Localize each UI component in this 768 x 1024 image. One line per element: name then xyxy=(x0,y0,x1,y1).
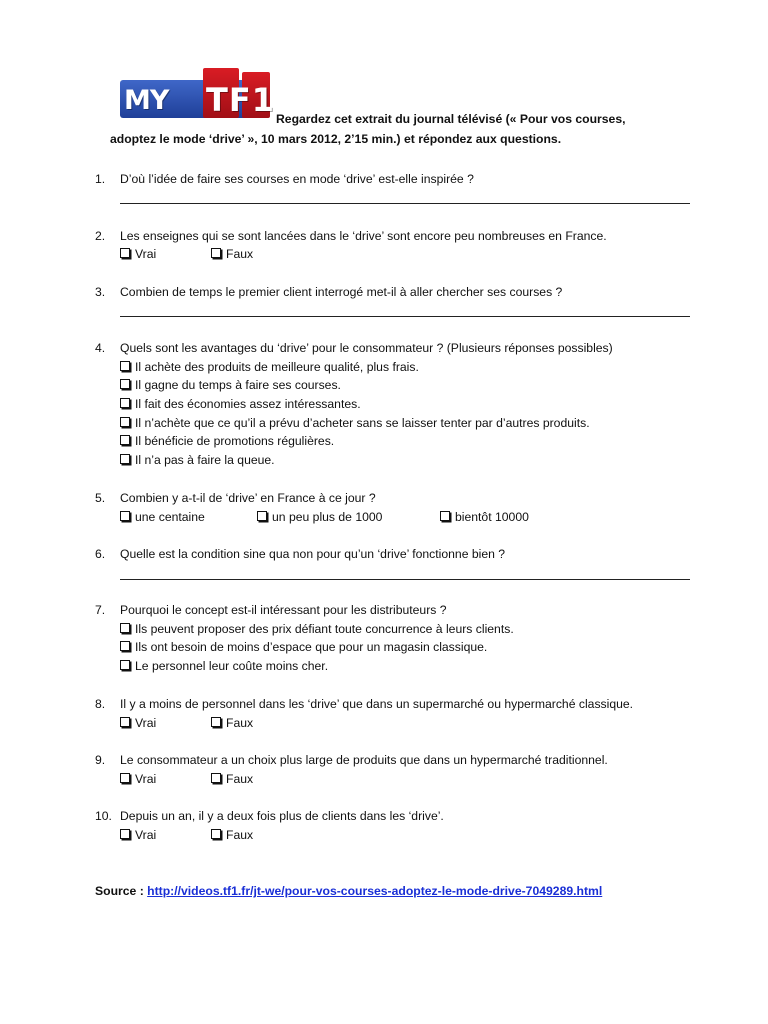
option-label: Faux xyxy=(226,772,254,786)
mytf1-logo xyxy=(120,68,275,122)
question-text: Quels sont les avantages du ‘drive’ pour le consommateur ? (Plusieurs réponses possibles) xyxy=(120,341,613,355)
checkbox-icon[interactable] xyxy=(211,773,221,783)
question-text: Combien de temps le premier client interrogé met-il à aller chercher ses courses ? xyxy=(120,285,563,299)
question-number: 6. xyxy=(95,547,106,561)
question-text: Combien y a-t-il de ‘drive’ en France à ce jour ? xyxy=(120,491,376,505)
option[interactable] xyxy=(120,416,590,430)
checkbox-icon[interactable] xyxy=(120,623,130,633)
checkbox-icon[interactable] xyxy=(120,248,130,258)
checkbox-icon[interactable] xyxy=(120,773,130,783)
checkbox-icon[interactable] xyxy=(120,829,130,839)
source-link[interactable]: http://videos.tf1.fr/jt-we/pour-vos-courses-adoptez-le-mode-drive-7049289.html xyxy=(147,884,603,898)
checkbox-icon[interactable] xyxy=(120,454,130,464)
question-number: 4. xyxy=(95,341,106,355)
checkbox-icon[interactable] xyxy=(120,398,130,408)
option-label: bientôt 10000 xyxy=(455,510,529,524)
option[interactable] xyxy=(440,510,529,524)
option[interactable] xyxy=(120,434,334,448)
answer-line[interactable] xyxy=(120,203,690,204)
checkbox-icon[interactable] xyxy=(120,511,130,521)
option-label: Vrai xyxy=(135,247,157,261)
question-number: 1. xyxy=(95,172,106,186)
question-number: 7. xyxy=(95,603,106,617)
checkbox-icon[interactable] xyxy=(257,511,267,521)
option[interactable] xyxy=(120,640,487,654)
checkbox-icon[interactable] xyxy=(211,829,221,839)
checkbox-icon[interactable] xyxy=(440,511,450,521)
question-number: 5. xyxy=(95,491,106,505)
option-faux[interactable] xyxy=(211,247,253,261)
question-text: Le consommateur a un choix plus large de produits que dans un hypermarché traditionnel. xyxy=(120,753,608,767)
question-number: 2. xyxy=(95,229,106,243)
instructions-line-1: Regardez cet extrait du journal télévisé (« Pour vos courses, xyxy=(276,112,626,126)
question-text: Il y a moins de personnel dans les ‘drive’ que dans un supermarché ou hypermarché classique. xyxy=(120,697,634,711)
checkbox-icon[interactable] xyxy=(211,248,221,258)
option-label: Le personnel leur coûte moins cher. xyxy=(135,659,329,673)
question-number: 9. xyxy=(95,753,106,767)
option-label: Faux xyxy=(226,716,254,730)
answer-line[interactable] xyxy=(120,579,690,580)
option-label: Ils ont besoin de moins d’espace que pour un magasin classique. xyxy=(135,640,488,654)
option-label: Vrai xyxy=(135,716,157,730)
checkbox-icon[interactable] xyxy=(120,435,130,445)
option-label: Vrai xyxy=(135,828,157,842)
option[interactable] xyxy=(120,622,514,636)
checkbox-icon[interactable] xyxy=(211,717,221,727)
question-number: 8. xyxy=(95,697,106,711)
option[interactable] xyxy=(257,510,382,524)
option-label: Il achète des produits de meilleure qualité, plus frais. xyxy=(135,360,419,374)
option[interactable] xyxy=(120,360,419,374)
question-text: Quelle est la condition sine qua non pour qu’un ‘drive’ fonctionne bien ? xyxy=(120,547,506,561)
source-line xyxy=(95,884,602,898)
option-vrai[interactable] xyxy=(120,828,156,842)
option-label: Il n’a pas à faire la queue. xyxy=(135,453,275,467)
instructions-line-2: adoptez le mode ‘drive’ », 10 mars 2012, 2’15 min.) et répondez aux questions. xyxy=(110,132,562,146)
checkbox-icon[interactable] xyxy=(120,660,130,670)
option-label: Il fait des économies assez intéressantes. xyxy=(135,397,361,411)
checkbox-icon[interactable] xyxy=(120,641,130,651)
option-label: une centaine xyxy=(135,510,205,524)
option-label: Faux xyxy=(226,828,254,842)
option-faux[interactable] xyxy=(211,716,253,730)
checkbox-icon[interactable] xyxy=(120,361,130,371)
option-label: un peu plus de 1000 xyxy=(272,510,383,524)
option-faux[interactable] xyxy=(211,828,253,842)
question-text: Pourquoi le concept est-il intéressant pour les distributeurs ? xyxy=(120,603,447,617)
option[interactable] xyxy=(120,397,361,411)
option-label: Faux xyxy=(226,247,254,261)
option[interactable] xyxy=(120,510,205,524)
option[interactable] xyxy=(120,378,341,392)
checkbox-icon[interactable] xyxy=(120,379,130,389)
option-faux[interactable] xyxy=(211,772,253,786)
option[interactable] xyxy=(120,659,328,673)
question-text: Les enseignes qui se sont lancées dans le ‘drive’ sont encore peu nombreuses en France. xyxy=(120,229,607,243)
option-label: Il n’achète que ce qu’il a prévu d’acheter sans se laisser tenter par d’autres produits. xyxy=(135,416,590,430)
question-text: D’où l’idée de faire ses courses en mode ‘drive’ est-elle inspirée ? xyxy=(120,172,474,186)
checkbox-icon[interactable] xyxy=(120,417,130,427)
question-text: Depuis un an, il y a deux fois plus de clients dans les ‘drive’. xyxy=(120,809,444,823)
question-number: 10. xyxy=(95,809,112,823)
option-label: Il bénéficie de promotions régulières. xyxy=(135,434,335,448)
option-label: Il gagne du temps à faire ses courses. xyxy=(135,378,341,392)
option-vrai[interactable] xyxy=(120,716,156,730)
logo-text-my: MY xyxy=(124,85,169,116)
option-vrai[interactable] xyxy=(120,772,156,786)
logo-text-tf1: TF1 xyxy=(206,81,275,119)
source-label: Source : xyxy=(95,884,144,898)
answer-line[interactable] xyxy=(120,316,690,317)
question-number: 3. xyxy=(95,285,106,299)
option[interactable] xyxy=(120,453,275,467)
option-vrai[interactable] xyxy=(120,247,156,261)
option-label: Vrai xyxy=(135,772,157,786)
option-label: Ils peuvent proposer des prix défiant toute concurrence à leurs clients. xyxy=(135,622,514,636)
checkbox-icon[interactable] xyxy=(120,717,130,727)
